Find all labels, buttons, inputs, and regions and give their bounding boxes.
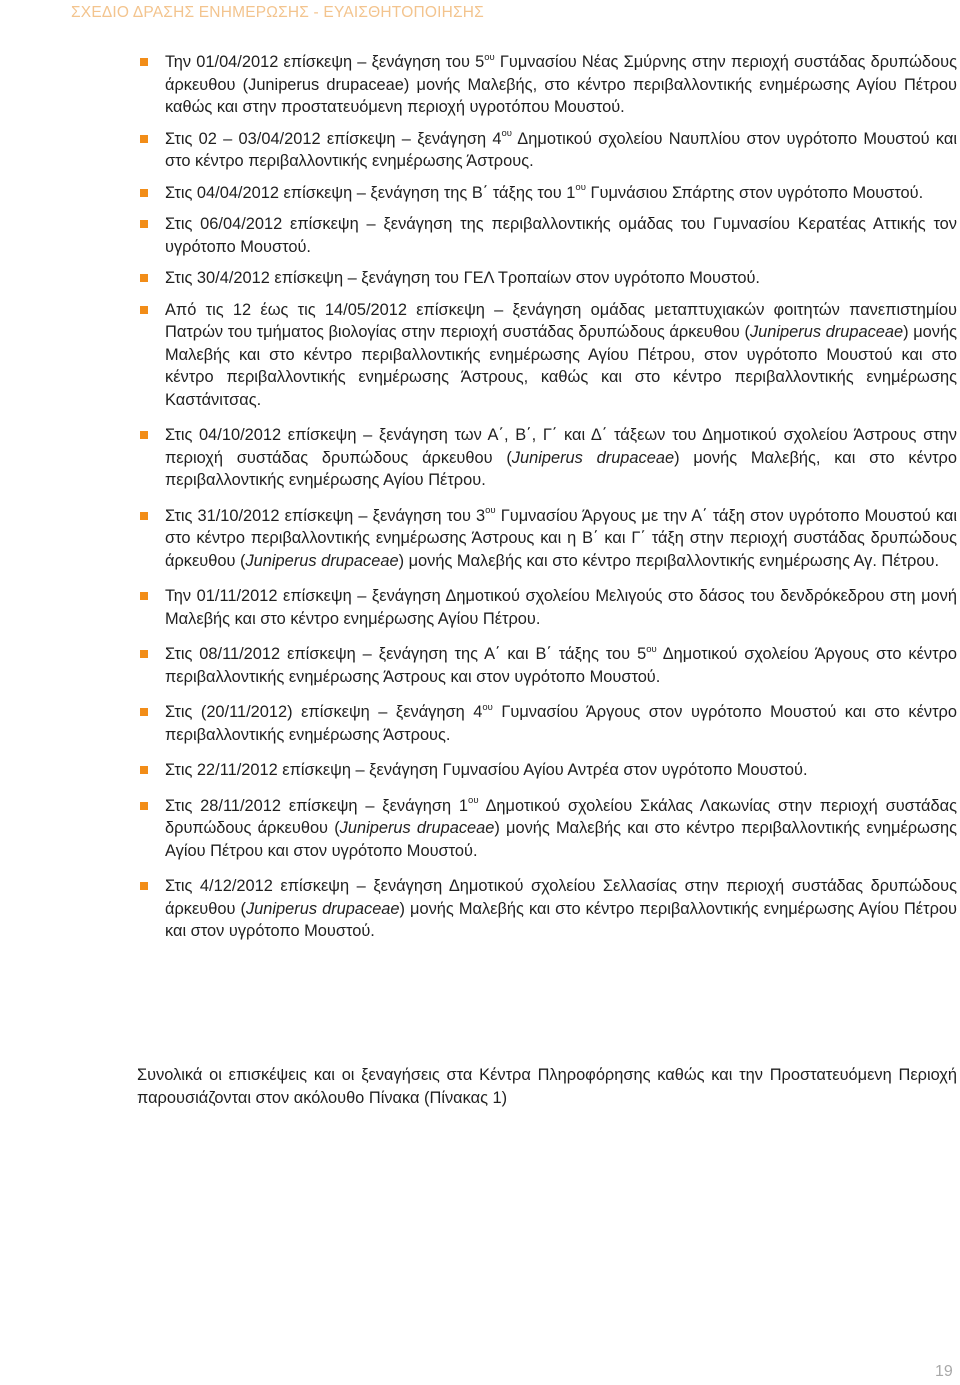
ordinal-superscript: ου xyxy=(646,643,657,655)
item-text: Στις 08/11/2012 επίσκεψη – ξενάγηση της Α΄ και Β΄ τάξης του 5 xyxy=(165,645,647,663)
item-text: ) μονής Μαλεβής και στο κέντρο περιβαλλοντικής ενημέρωσης Αγίου Πέτρου και στον υγρότοπο Μουστού. xyxy=(165,819,958,860)
species-name: Juniperus drupaceae xyxy=(511,448,675,467)
bullet-icon xyxy=(140,58,148,66)
item-text: Την 01/04/2012 επίσκεψη – ξενάγηση του 5 xyxy=(165,53,485,71)
summary-paragraph: Συνολικά οι επισκέψεις και οι ξεναγήσεις στα Κέντρα Πληροφόρησης καθώς και την Προστατευόμενη Περιοχή παρουσιάζονται στον ακόλουθο Πίνακα (Πίνακας 1) xyxy=(137,1066,957,1107)
item-text: Γυμνάσιου Σπάρτης στον υγρότοπο Μουστού. xyxy=(585,183,924,202)
item-text: Στις 06/04/2012 επίσκεψη – ξενάγηση της περιβαλλοντικής ομάδας του Γυμνασίου Κερατέας Αττικής τον υγρότοπο Μουστού. xyxy=(165,215,957,256)
list-item xyxy=(137,505,957,573)
item-text: Στις 28/11/2012 επίσκεψη – ξενάγηση 1 xyxy=(165,796,469,815)
list-item xyxy=(137,213,957,258)
item-text: Στις 4/12/2012 επίσκεψη – ξενάγηση Δημοτικού σχολείου Σελλασίας στην περιοχή συστάδας δρυπώδους άρκευθου ( xyxy=(165,877,957,918)
item-text: ) μονής Μαλεβής και στο κέντρο περιβαλλοντικής ενημέρωσης Αγίου Πέτρου και στον υγρότοπο Μουστού. xyxy=(165,899,957,940)
list-item xyxy=(137,267,957,290)
bullet-icon xyxy=(140,650,148,658)
list-item xyxy=(137,875,957,943)
item-text: Γυμνασίου Άργους στον υγρότοπο Μουστού και στο κέντρο περιβαλλοντικής ενημέρωσης Άστρους. xyxy=(165,703,957,744)
item-text: Την 01/11/2012 επίσκεψη – ξενάγηση Δημοτικού σχολείου Μελιγούς στο δάσος του δενδρόκεδρου στη μονή Μαλεβής και στο κέντρο ενημέρωσης Αγίου Πέτρου. xyxy=(165,587,957,628)
item-text: ) μονής Μαλεβής και στο κέντρο περιβαλλοντικής ενημέρωσης Αγίου Πέτρου, στον υγρότοπο Μουστού και στο κέντρο περιβαλλοντικής ενημέρωσης Άστρους, καθώς και στο κέντρο περιβαλλοντικής ενημέρωσης Καστάνιτσας. xyxy=(165,323,957,409)
item-text: ) μονής Μαλεβής και στο κέντρο περιβαλλοντικής ενημέρωσης Αγ. Πέτρου. xyxy=(398,551,940,570)
ordinal-superscript: ου xyxy=(482,701,493,713)
page-number: 19 xyxy=(935,1363,953,1380)
bullet-icon xyxy=(140,135,148,143)
bullet-icon xyxy=(140,766,148,774)
bullet-icon xyxy=(140,708,148,716)
bullet-icon xyxy=(140,274,148,282)
item-text: Στις 04/04/2012 επίσκεψη – ξενάγηση της Β΄ τάξης του 1 xyxy=(165,183,576,202)
list-item xyxy=(137,299,957,412)
item-text: Στις 02 – 03/04/2012 επίσκεψη – ξενάγηση 4 xyxy=(165,129,502,148)
list-item xyxy=(137,424,957,492)
item-text: Δημοτικού σχολείου Σκάλας Λακωνίας στην περιοχή συστάδας δρυπώδους άρκευθου ( xyxy=(165,796,957,837)
ordinal-superscript: ου xyxy=(575,182,586,194)
item-text: Στις 31/10/2012 επίσκεψη – ξενάγηση του 3 xyxy=(165,506,486,525)
visits-list xyxy=(137,51,957,956)
bullet-icon xyxy=(140,592,148,600)
list-item xyxy=(137,701,957,746)
bullet-icon xyxy=(140,189,148,197)
list-item xyxy=(137,128,957,173)
species-name: Juniperus drupaceae xyxy=(245,551,399,570)
bullet-icon xyxy=(140,306,148,314)
list-item xyxy=(137,182,957,205)
ordinal-superscript: ου xyxy=(485,505,496,517)
bullet-icon xyxy=(140,882,148,890)
bullet-icon xyxy=(140,220,148,228)
item-text: Γυμνασίου Νέας Σμύρνης στην περιοχή συστάδας δρυπώδους άρκευθου (Juniperus drupaceae) μονής Μαλεβής, στο κέντρο περιβαλλοντικής ενημέρωσης Αγίου Πέτρου καθώς και στην προστατευόμενη περιοχή υγροτόπου Μουστού. xyxy=(165,53,957,116)
item-text: Στις 22/11/2012 επίσκεψη – ξενάγηση Γυμνασίου Αγίου Αντρέα στον υγρότοπο Μουστού. xyxy=(165,761,808,779)
list-item xyxy=(137,585,957,630)
species-name: Juniperus drupaceae xyxy=(245,899,400,918)
list-item xyxy=(137,51,957,119)
ordinal-superscript: ου xyxy=(501,128,512,140)
bullet-icon xyxy=(140,431,148,439)
item-text: Στις (20/11/2012) επίσκεψη – ξενάγηση 4 xyxy=(165,703,483,721)
item-text: Δημοτικού σχολείου Ναυπλίου στον υγρότοπο Μουστού και στο κέντρο περιβαλλοντικής ενημέρωσης Άστρους. xyxy=(165,129,957,170)
species-name: Juniperus drupaceae xyxy=(749,323,904,341)
list-item xyxy=(137,643,957,688)
list-item xyxy=(137,795,957,863)
item-text: Δημοτικού σχολείου Άργους στο κέντρο περιβαλλοντικής ενημέρωσης Άστρους και στον υγρότοπο Μουστού. xyxy=(165,645,957,686)
species-name: Juniperus drupaceae xyxy=(339,819,495,837)
bullet-icon xyxy=(140,802,148,810)
item-text: ) μονής Μαλεβής, και στο κέντρο περιβαλλοντικής ενημέρωσης Αγίου Πέτρου. xyxy=(165,448,957,489)
item-text: Από τις 12 έως τις 14/05/2012 επίσκεψη – ξενάγηση ομάδας μεταπτυχιακών φοιτητών πανεπιστημίου Πατρών του τμήματος βιολογίας στην περιοχή συστάδας δρυπώδους άρκευθου ( xyxy=(165,300,957,341)
item-text: Στις 04/10/2012 επίσκεψη – ξενάγηση των Α΄, Β΄, Γ΄ και Δ΄ τάξεων του Δημοτικού σχολείου Άστρους στην περιοχή συστάδας δρυπώδους άρκευθου ( xyxy=(165,426,957,467)
ordinal-superscript: ου xyxy=(484,51,495,63)
document-header: ΣΧΕΔΙΟ ΔΡΑΣΗΣ ΕΝΗΜΕΡΩΣΗΣ - ΕΥΑΙΣΘΗΤΟΠΟΙΗΣΗΣ xyxy=(71,4,484,21)
item-text: Γυμνασίου Άργους με την Α΄ τάξη στον υγρότοπο Μουστού και στο κέντρο περιβαλλοντικής ενημέρωσης Άστρους και η Β΄ και Γ΄ τάξη στην περιοχή συστάδας δρυπώδους άρκευθου ( xyxy=(165,506,957,570)
list-item xyxy=(137,759,957,782)
item-text: Στις 30/4/2012 επίσκεψη – ξενάγηση του ΓΕΛ Τροπαίων στον υγρότοπο Μουστού. xyxy=(165,269,760,287)
ordinal-superscript: ου xyxy=(468,795,479,807)
bullet-icon xyxy=(140,512,148,520)
